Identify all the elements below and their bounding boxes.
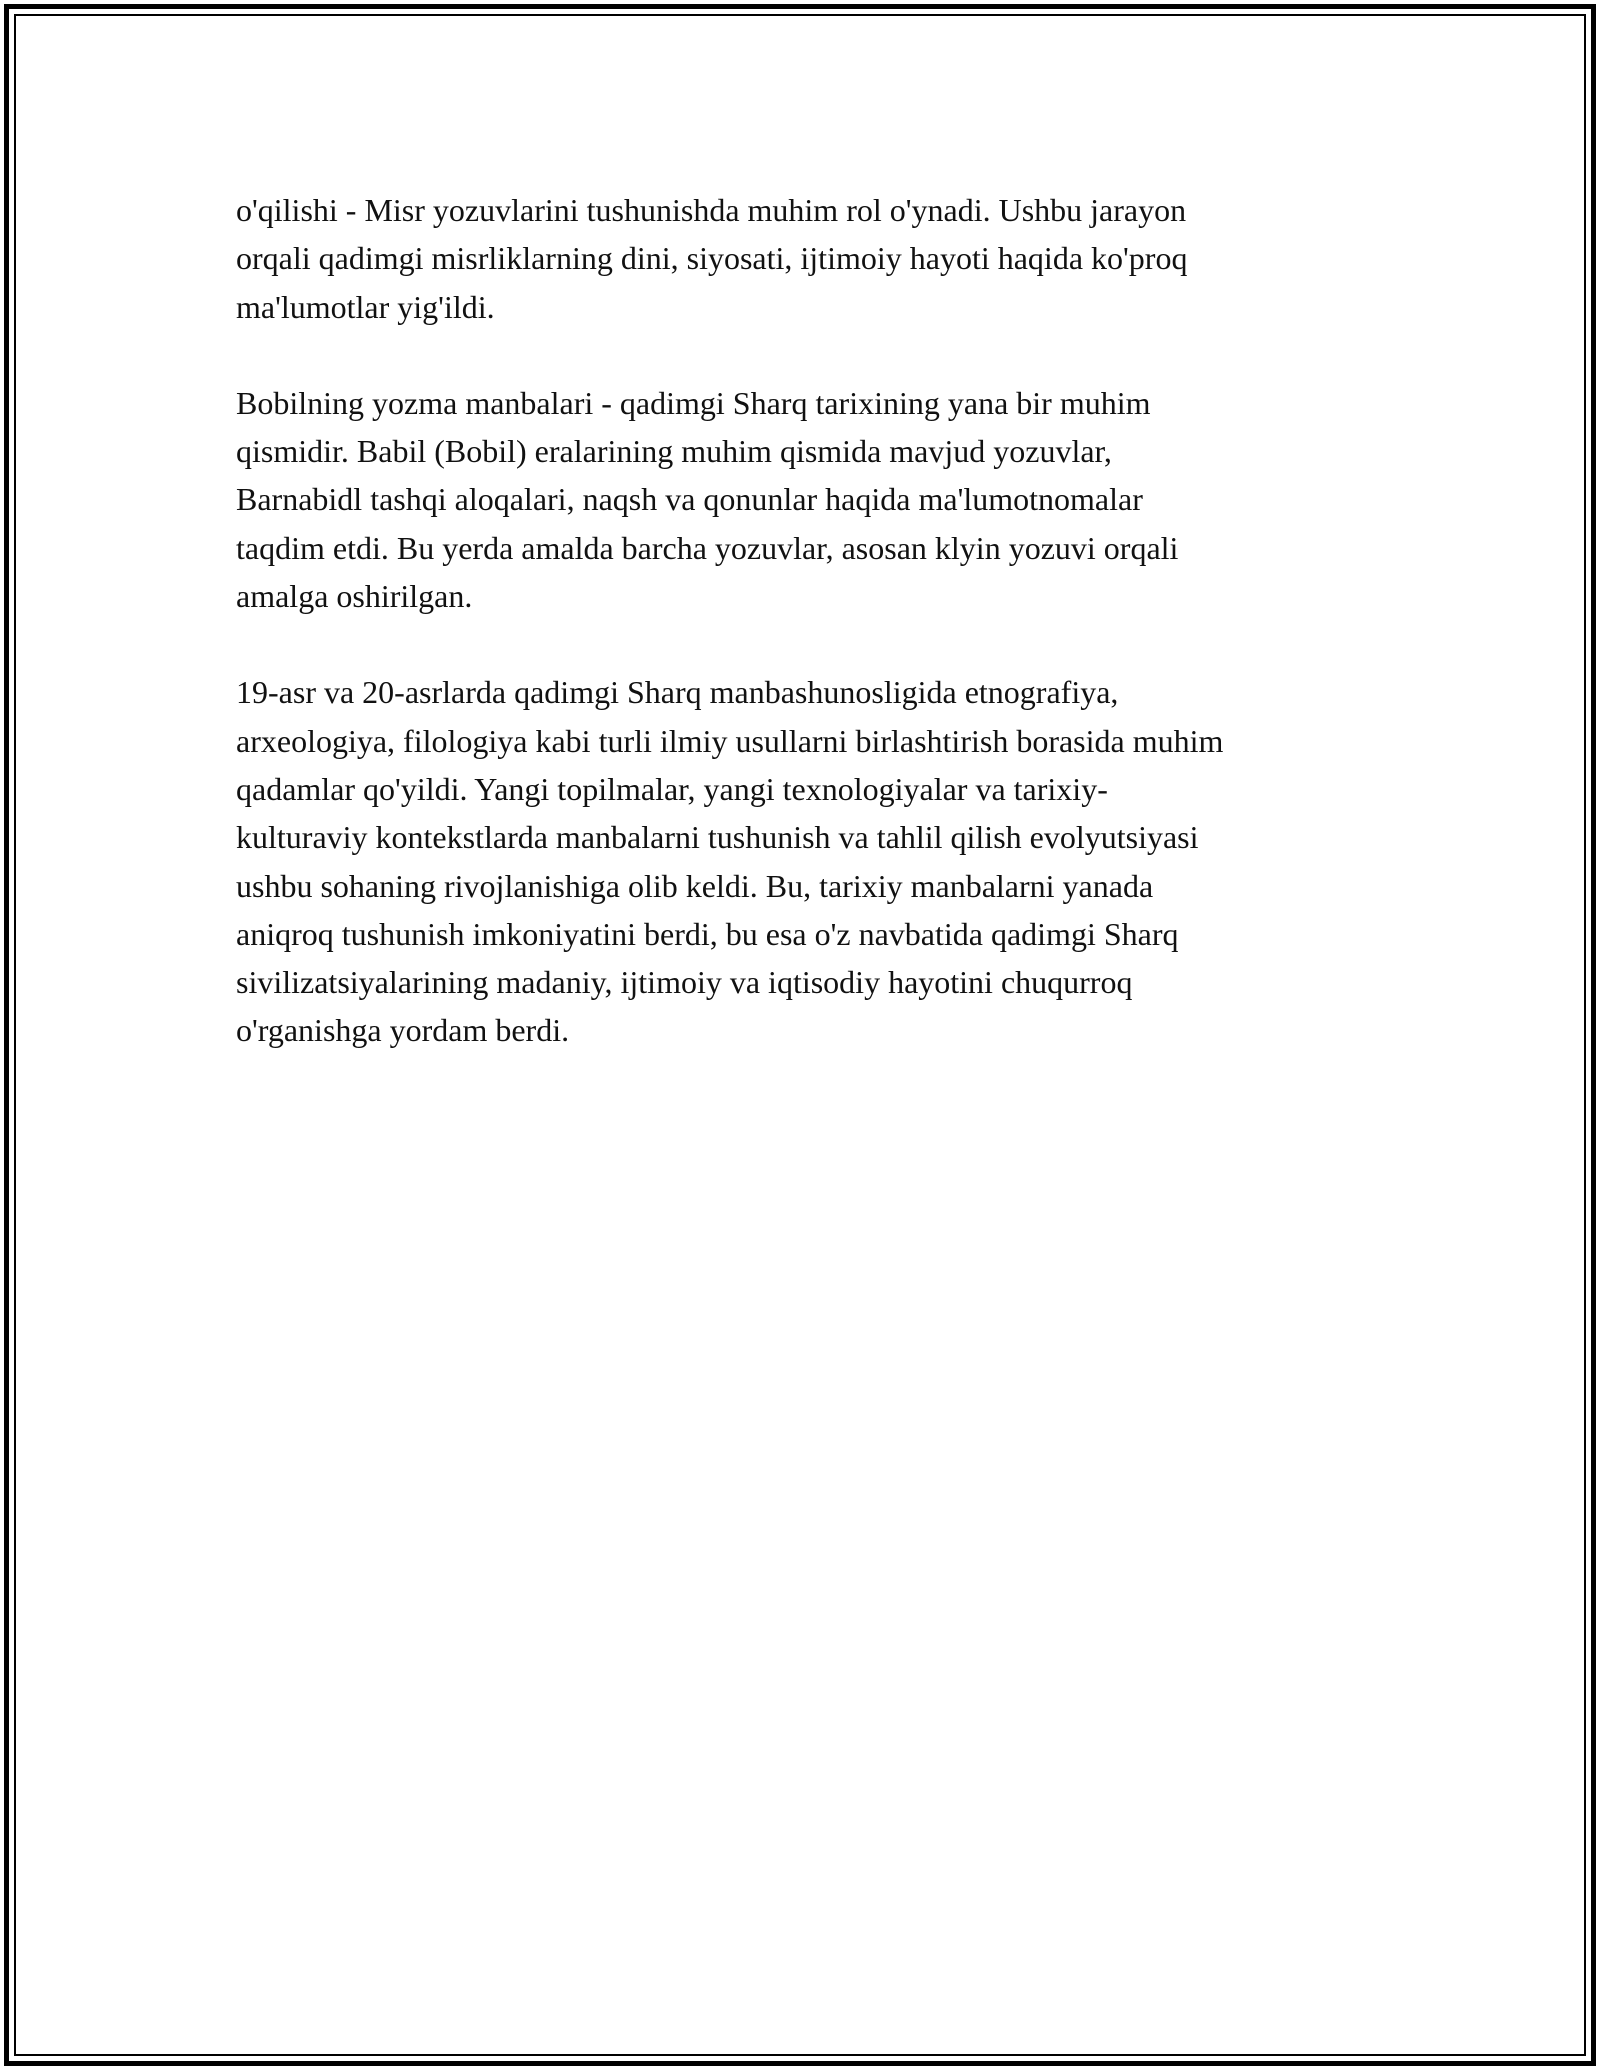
- paragraph-egypt-writing: o'qilishi - Misr yozuvlarini tushunishda muhim rol o'ynadi. Ushbu jarayon orqali qadimgi misrliklarning dini, siyosati, ijtimoiy hayoti haqida ko'proq ma'lumotlar yig'ildi.: [236, 192, 1188, 325]
- document-body: [236, 186, 1386, 1103]
- paragraph-babylon-sources: Bobilning yozma manbalari - qadimgi Sharq tarixining yana bir muhim qismidir. Babil (Bobil) eralarining muhim qismida mavjud yozuvlar, Barnabidl tashqi aloqalari, naqsh va qonunlar haqida ma'lumotnomalar taqdim etdi. Bu yerda amalda barcha yozuvlar, asosan klyin yozuvi orqali amalga oshirilgan.: [236, 384, 1179, 615]
- paragraph-modern-methods: 19-asr va 20-asrlarda qadimgi Sharq manbashunosligida etnografiya, arxeologiya, filologiya kabi turli ilmiy usullarni birlashtirish borasida muhim qadamlar qo'yildi. Yangi topilmalar, yangi texnologiyalar va tarixiy- kulturaviy kontekstlarda manbalarni tushunish va tahlil qilish evolyutsiyasi ushbu sohaning rivojlanishiga olib keldi. Bu, tarixiy manbalarni yanada aniqroq tushunish imkoniyatini berdi, bu esa o'z navbatida qadimgi Sharq sivilizatsiyalarining madaniy, ijtimoiy va iqtisodiy hayotini chuqurroq o'rganishga yordam berdi.: [236, 674, 1224, 1049]
